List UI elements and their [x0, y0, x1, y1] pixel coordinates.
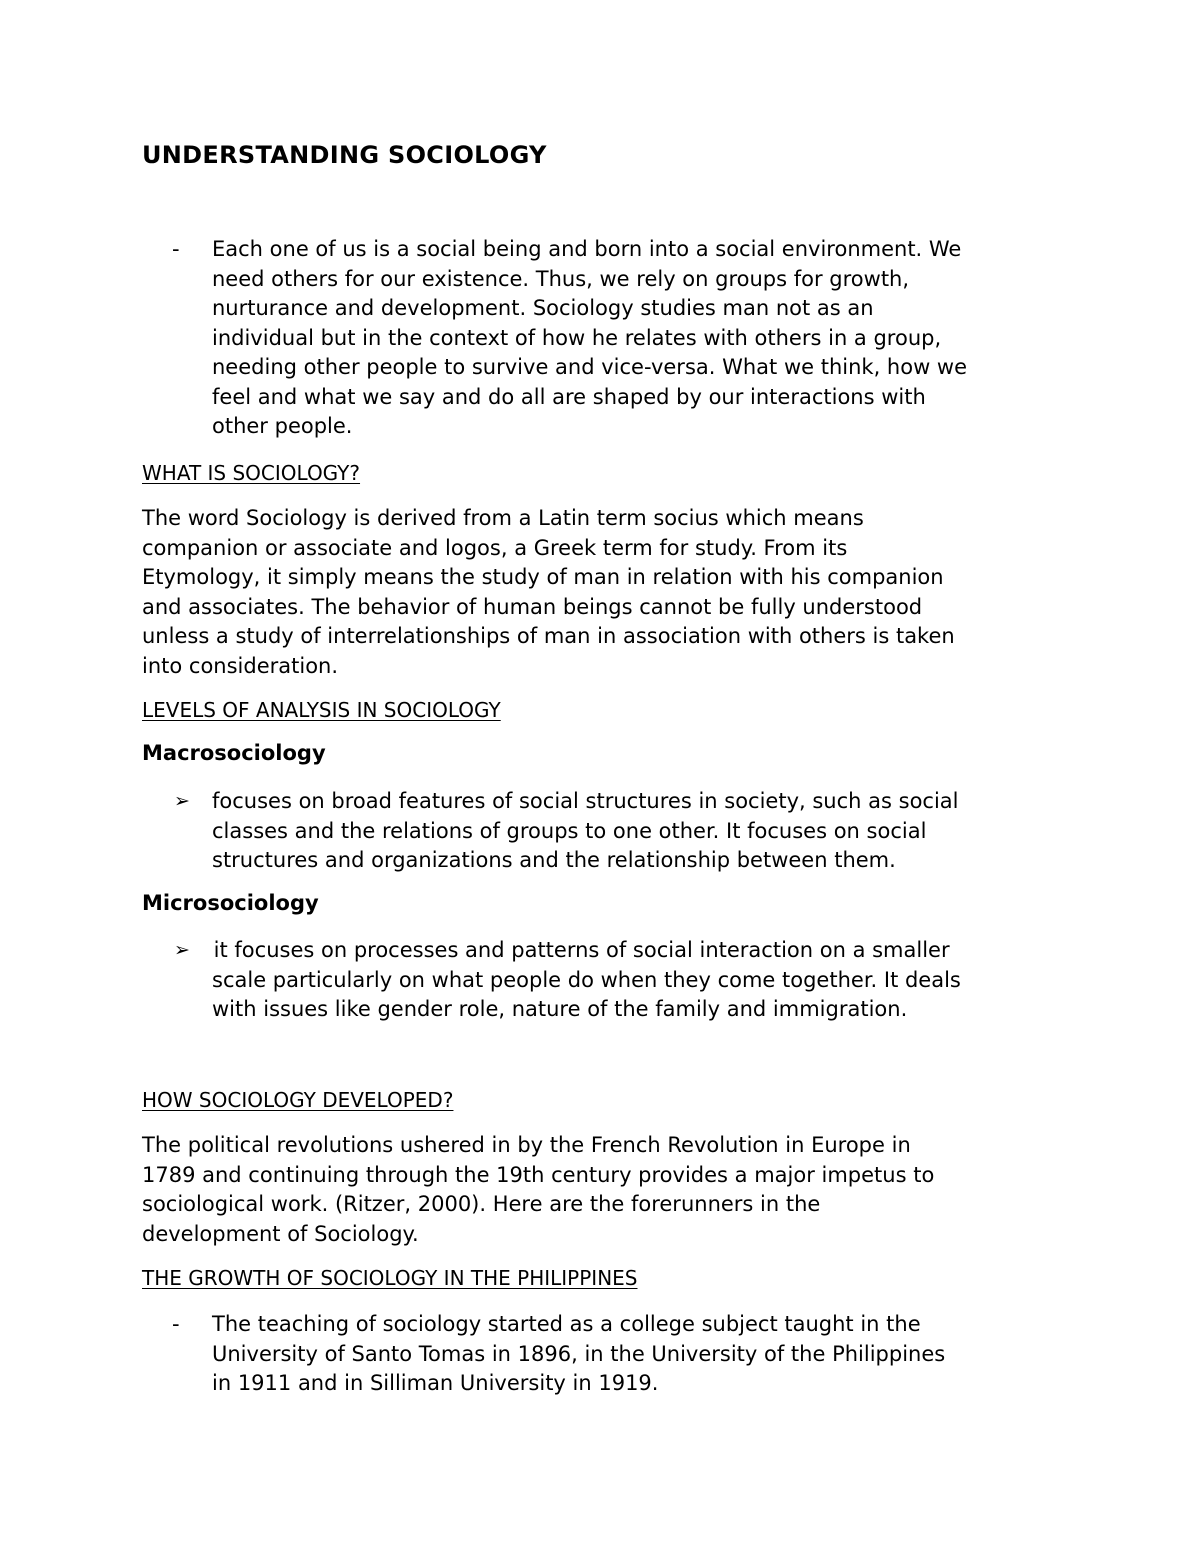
text-line: need others for our existence. Thus, we rely on groups for growth,: [212, 266, 910, 291]
text-line: Each one of us is a social being and born into a social environment. We: [212, 237, 962, 261]
what-is-paragraph: [142, 504, 1077, 681]
text-line: in 1911 and in Silliman University in 1919.: [212, 1371, 659, 1395]
text-line: development of Sociology.: [142, 1221, 419, 1246]
macrosociology-description: [212, 787, 1082, 876]
text-line: needing other people to survive and vice-versa. What we think, how we: [212, 355, 968, 379]
text-line: nurturance and development. Sociology studies man not as an: [212, 296, 874, 320]
text-line: individual but in the context of how he relates with others in a group,: [212, 325, 942, 350]
text-line: The word Sociology is derived from a Latin term socius which means: [142, 506, 864, 530]
text-line: scale particularly on what people do when they come together. It deals: [212, 967, 961, 992]
arrow-bullet-icon: ➢: [174, 790, 190, 812]
section-heading-philippines: THE GROWTH OF SOCIOLOGY IN THE PHILIPPINES: [142, 1266, 638, 1290]
section-heading-what-is: WHAT IS SOCIOLOGY?: [142, 461, 361, 485]
text-line: feel and what we say and do all are shaped by our interactions with: [212, 384, 926, 409]
macrosociology-title: Macrosociology: [142, 741, 326, 765]
text-line: classes and the relations of groups to one other. It focuses on social: [212, 818, 927, 843]
philippines-paragraph: [212, 1310, 1082, 1399]
document-title: UNDERSTANDING SOCIOLOGY: [142, 141, 547, 169]
section-heading-developed: HOW SOCIOLOGY DEVELOPED?: [142, 1088, 454, 1112]
intro-paragraph: [212, 235, 1082, 442]
intro-bullet-marker: -: [172, 237, 180, 261]
microsociology-title: Microsociology: [142, 891, 319, 915]
philippines-bullet-marker: -: [172, 1312, 180, 1336]
text-line: 1789 and continuing through the 19th century provides a major impetus to: [142, 1162, 935, 1187]
text-line: The teaching of sociology started as a college subject taught in the: [212, 1312, 921, 1336]
text-line: and associates. The behavior of human beings cannot be fully understood: [142, 594, 923, 619]
text-line: focuses on broad features of social structures in society, such as social: [212, 789, 959, 813]
text-line: University of Santo Tomas in 1896, in the University of the Philippines: [212, 1341, 946, 1366]
section-heading-levels: LEVELS OF ANALYSIS IN SOCIOLOGY: [142, 698, 501, 722]
text-line: sociological work. (Ritzer, 2000). Here are the forerunners in the: [142, 1192, 821, 1216]
text-line: structures and organizations and the relationship between them.: [212, 848, 896, 872]
text-line: unless a study of interrelationships of man in association with others is taken: [142, 624, 955, 648]
text-line: companion or associate and logos, a Greek term for study. From its: [142, 535, 848, 560]
text-line: with issues like gender role, nature of the family and immigration.: [212, 997, 908, 1021]
developed-paragraph: [142, 1131, 1077, 1249]
text-line: Etymology, it simply means the study of man in relation with his companion: [142, 565, 944, 589]
arrow-bullet-icon: ➢: [174, 939, 190, 961]
text-line: other people.: [212, 414, 353, 438]
microsociology-description: [207, 936, 1077, 1025]
text-line: it focuses on processes and patterns of social interaction on a smaller: [207, 938, 950, 962]
text-line: into consideration.: [142, 653, 339, 678]
text-line: The political revolutions ushered in by the French Revolution in Europe in: [142, 1133, 911, 1157]
